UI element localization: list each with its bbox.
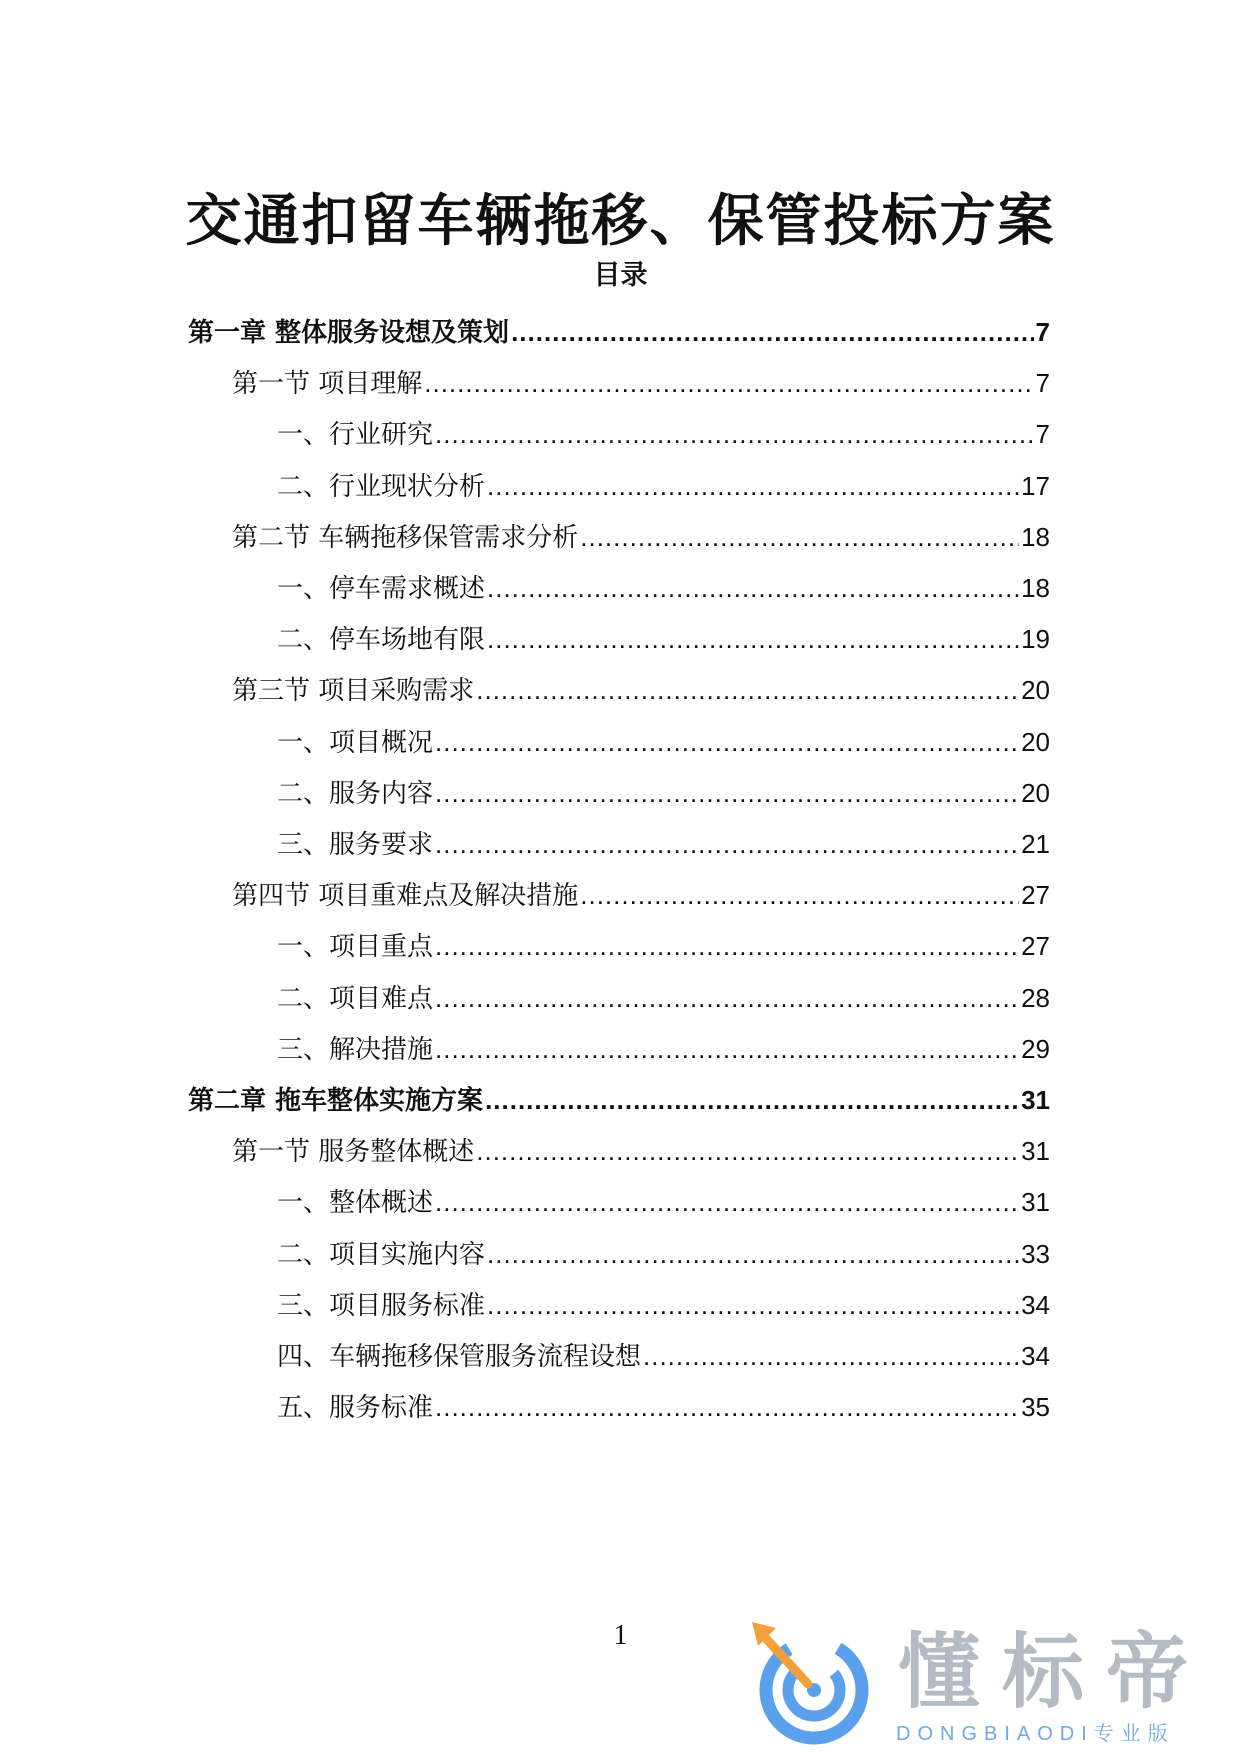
toc-entry[interactable] xyxy=(277,1387,1050,1427)
toc-entry-label: 三、服务要求 xyxy=(277,830,434,860)
toc-entry-page: 31 xyxy=(1021,1187,1050,1218)
toc-entry[interactable] xyxy=(277,568,1050,608)
toc-entry[interactable] xyxy=(277,1336,1050,1376)
toc-entry[interactable] xyxy=(277,619,1050,659)
toc-entry-label: 二、项目难点 xyxy=(277,983,434,1014)
toc-entry[interactable] xyxy=(277,773,1050,813)
target-arrow-icon xyxy=(748,1620,878,1750)
toc-entry-page: 34 xyxy=(1021,1289,1050,1320)
toc-entry[interactable] xyxy=(277,824,1050,864)
toc-entry-label: 第一章 整体服务设想及策划 xyxy=(188,318,510,348)
toc-dot-leader xyxy=(424,363,1033,403)
toc-entry-label: 二、停车场地有限 xyxy=(277,625,486,656)
toc-dot-leader xyxy=(487,568,1019,608)
toc-entry-label: 一、行业研究 xyxy=(277,420,434,451)
page-number: 1 xyxy=(613,1620,628,1651)
toc-entry[interactable] xyxy=(277,414,1050,454)
toc-entry[interactable] xyxy=(277,1182,1050,1222)
toc-entry[interactable] xyxy=(232,363,1050,403)
toc-entry[interactable] xyxy=(188,312,1050,352)
toc-dot-leader xyxy=(435,722,1019,762)
toc-entry[interactable] xyxy=(232,670,1050,710)
toc-dot-leader xyxy=(580,517,1019,557)
toc-entry[interactable] xyxy=(232,875,1050,915)
toc-entry-label: 一、项目重点 xyxy=(277,932,434,963)
toc-entry[interactable] xyxy=(277,466,1050,506)
toc-entry-page: 27 xyxy=(1021,931,1050,962)
toc-entry-page: 31 xyxy=(1021,1085,1050,1115)
document-title: 交通扣留车辆拖移、保管投标方案 xyxy=(185,188,1056,254)
toc-heading: 目录 xyxy=(593,260,648,291)
toc-dot-leader xyxy=(476,670,1019,710)
toc-entry-page: 18 xyxy=(1021,573,1050,603)
toc-entry-label: 第四节 项目重难点及解决措施 xyxy=(232,881,579,912)
toc-dot-leader xyxy=(435,1029,1019,1069)
toc-entry[interactable] xyxy=(232,517,1050,557)
toc-entry-page: 20 xyxy=(1021,675,1050,706)
toc-dot-leader xyxy=(435,773,1019,813)
toc-dot-leader xyxy=(643,1336,1019,1376)
toc-dot-leader xyxy=(476,1131,1019,1171)
toc-dot-leader xyxy=(487,1285,1019,1325)
toc-dot-leader xyxy=(511,312,1033,352)
toc-entry-label: 三、项目服务标准 xyxy=(277,1290,486,1321)
toc-entry-label: 四、车辆拖移保管服务流程设想 xyxy=(277,1342,642,1372)
toc-entry-label: 一、整体概述 xyxy=(277,1188,434,1219)
toc-entry-page: 28 xyxy=(1021,982,1050,1013)
watermark xyxy=(748,1620,1228,1750)
toc-dot-leader xyxy=(435,978,1019,1018)
toc-entry[interactable] xyxy=(277,722,1050,762)
toc-entry-label: 第一节 项目理解 xyxy=(232,369,423,400)
toc-entry[interactable] xyxy=(277,1285,1050,1325)
toc-entry[interactable] xyxy=(277,1234,1050,1274)
toc-dot-leader xyxy=(435,1387,1019,1427)
toc-entry-page: 31 xyxy=(1021,1136,1050,1167)
toc-entry-label: 一、停车需求概述 xyxy=(277,574,486,604)
toc-dot-leader xyxy=(435,926,1019,966)
toc-entry-page: 7 xyxy=(1035,317,1050,347)
toc-dot-leader xyxy=(435,1182,1019,1222)
toc-dot-leader xyxy=(485,1080,1019,1120)
toc-dot-leader xyxy=(487,466,1019,506)
watermark-subtitle: DONGBIAODI专业版 xyxy=(896,1723,1175,1745)
toc-dot-leader xyxy=(487,619,1019,659)
toc-dot-leader xyxy=(487,1234,1019,1274)
toc-entry-page: 7 xyxy=(1035,419,1050,450)
toc-entry-page: 34 xyxy=(1021,1341,1050,1371)
toc-entry-label: 二、行业现状分析 xyxy=(277,471,486,502)
toc-entry-page: 21 xyxy=(1021,829,1050,859)
toc-entry-page: 29 xyxy=(1021,1033,1050,1064)
toc-dot-leader xyxy=(580,875,1019,915)
toc-entry-label: 第二节 车辆拖移保管需求分析 xyxy=(232,522,579,553)
toc-dot-leader xyxy=(435,414,1034,454)
toc-dot-leader xyxy=(435,824,1019,864)
toc-entry-page: 18 xyxy=(1021,521,1050,552)
toc-entry[interactable] xyxy=(277,1029,1050,1069)
toc-entry-page: 35 xyxy=(1021,1392,1050,1423)
toc-entry-page: 17 xyxy=(1021,470,1050,501)
toc-entry-label: 二、服务内容 xyxy=(277,778,434,809)
toc-entry-label: 五、服务标准 xyxy=(277,1393,434,1424)
toc-entry-label: 第三节 项目采购需求 xyxy=(232,676,475,707)
toc-entry-page: 20 xyxy=(1021,726,1050,757)
toc-entry[interactable] xyxy=(277,978,1050,1018)
toc-entry-page: 33 xyxy=(1021,1238,1050,1269)
watermark-brand: 懂标帝 xyxy=(898,1625,1211,1720)
toc-entry-label: 一、项目概况 xyxy=(277,727,434,758)
toc-entry[interactable] xyxy=(188,1080,1050,1120)
toc-entry[interactable] xyxy=(277,926,1050,966)
toc-entry-page: 19 xyxy=(1021,624,1050,655)
toc-entry-page: 27 xyxy=(1021,880,1050,911)
toc-entry-label: 第二章 拖车整体实施方案 xyxy=(188,1086,484,1116)
toc-entry[interactable] xyxy=(232,1131,1050,1171)
toc-entry-label: 第一节 服务整体概述 xyxy=(232,1137,475,1168)
toc-entry-label: 三、解决措施 xyxy=(277,1034,434,1065)
toc-entry-label: 二、项目实施内容 xyxy=(277,1239,486,1270)
toc-entry-page: 7 xyxy=(1035,368,1050,399)
toc-entry-page: 20 xyxy=(1021,777,1050,808)
